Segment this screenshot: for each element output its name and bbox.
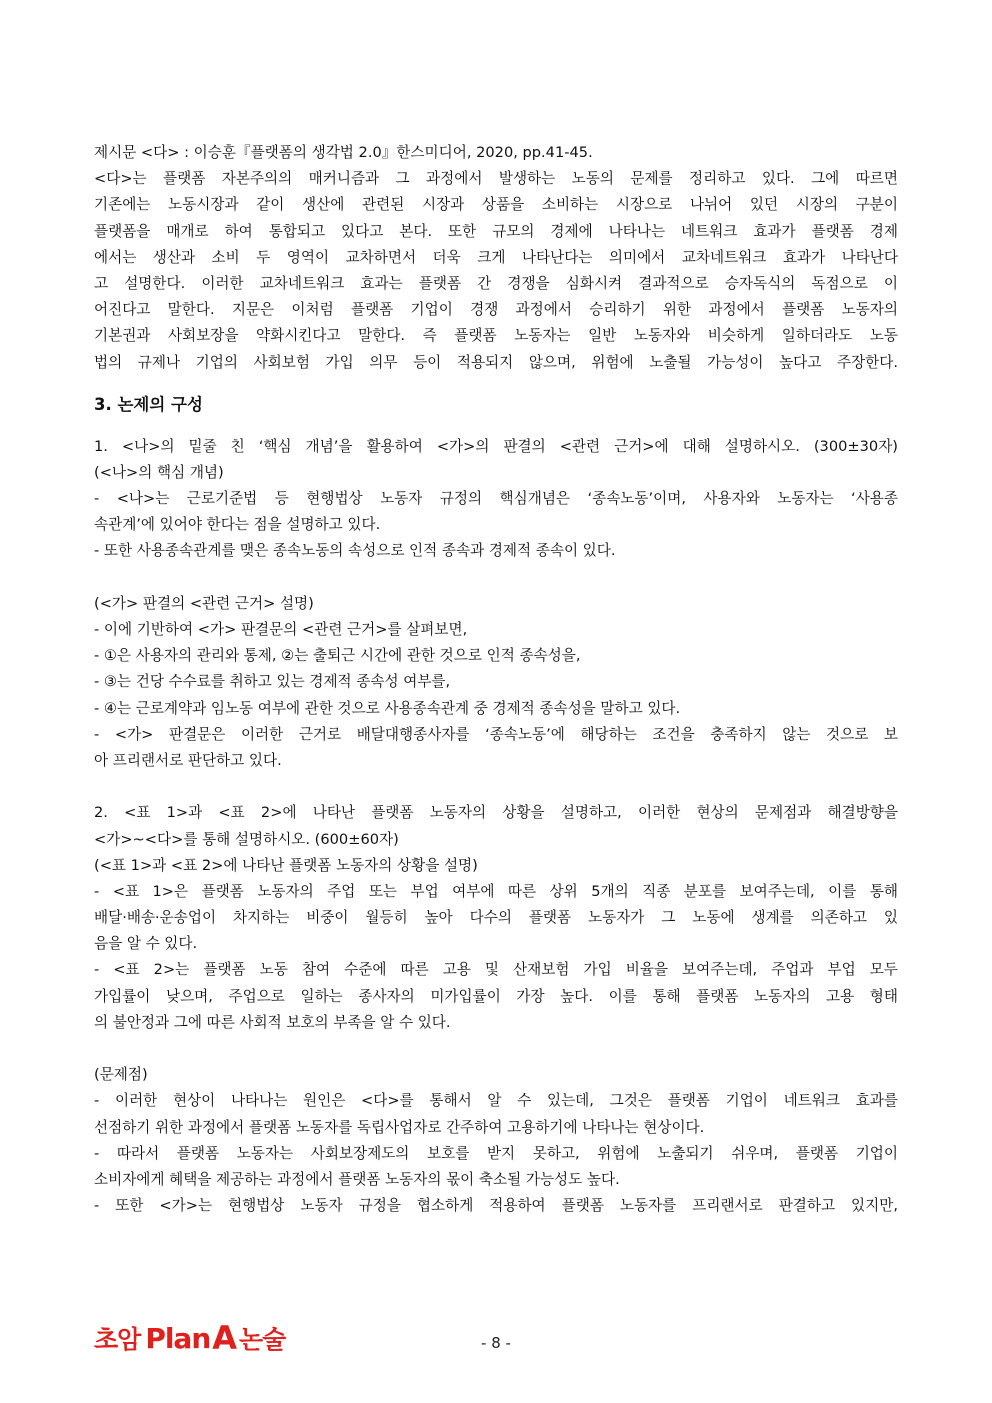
q1b-line: - ④는 근로계약과 임노동 여부에 관한 것으로 사용종속관계 중 경제적 종속성을 말하고 있다. — [94, 699, 681, 717]
intro-line: 에서는 생산과 소비 두 영역이 교차하면서 더욱 크게 나타난다는 의미에서 교차네트워크 효과가 나타난다 — [94, 248, 898, 266]
intro-line: 플랫폼을 매개로 하여 통합되고 있다고 본다. 또한 규모의 경제에 나타나는 네트워크 효과가 플랫폼 경제 — [94, 222, 898, 240]
question-1-basis-section — [94, 591, 898, 774]
q1b-line: - <가> 판결문은 이러한 근거로 배달대행종사자를 ‘종속노동’에 해당하는 조건을 충족하지 않는 것으로 보 — [94, 725, 898, 743]
document-body — [94, 140, 898, 1219]
q1-line: - <나>는 근로기준법 등 현행법상 노동자 규정의 핵심개념은 ‘종속노동’이며, 사용자와 노동자는 ‘사용종 — [94, 490, 898, 508]
problem-line: - 이러한 현상이 나타나는 원인은 <다>를 통해서 알 수 있는데, 그것은 플랫폼 기업이 네트워크 효과를 — [94, 1092, 898, 1110]
q2-line: 2. <표 1>과 <표 2>에 나타난 플랫폼 노동자의 상황을 설명하고, 이러한 현상의 문제점과 해결방향을 — [94, 804, 898, 822]
intro-line: 기본권과 사회보장을 약화시킨다고 말한다. 즉 플랫폼 노동자는 일반 노동자와 비슷하게 일하더라도 노동 — [94, 327, 898, 345]
logo-text-nonsul: 논술 — [239, 1325, 286, 1354]
intro-line: 제시문 <다> : 이승훈『플랫폼의 생각법 2.0』한스미디어, 2020, pp.41-45. — [94, 144, 593, 161]
question-2-section — [94, 800, 898, 1036]
blank-line — [94, 1036, 898, 1062]
q1b-line: 아 프리랜서로 판단하고 있다. — [94, 751, 282, 769]
page-number: - 8 - — [481, 1334, 511, 1352]
q1b-line: - ③는 건당 수수료를 취하고 있는 경제적 종속성 여부를, — [94, 673, 451, 691]
intro-line: <다>는 플랫폼 자본주의의 매커니즘과 그 과정에서 발생하는 노동의 문제를 정리하고 있다. 그에 따르면 — [94, 170, 898, 188]
logo-text-plan: Plan — [145, 1321, 211, 1355]
q2-line: <가>~<다>를 통해 설명하시오. (600±60자) — [94, 830, 399, 848]
intro-line: 법의 규제나 기업의 사회보험 가입 의무 등이 적용되지 않으며, 위험에 노출될 가능성이 높다고 주장한다. — [94, 353, 898, 371]
q1-line: 1. <나>의 밑줄 친 ‘핵심 개념’을 활용하여 <가>의 판결의 <관련 근거>에 대해 설명하시오. (300±30자) — [94, 437, 898, 455]
section-heading: 3. 논제의 구성 — [94, 394, 203, 414]
problem-line: - 따라서 플랫폼 노동자는 사회보장제도의 보호를 받지 못하고, 위험에 노출되기 쉬우며, 플랫폼 기업이 — [94, 1144, 898, 1162]
q1b-line: - 이에 기반하여 <가> 판결문의 <관련 근거>를 살펴보면, — [94, 621, 468, 638]
q1-line: (<나>의 핵심 개념) — [94, 463, 224, 481]
question-1-section — [94, 434, 898, 565]
blank-line — [94, 774, 898, 800]
problem-line: - 또한 <가>는 현행법상 노동자 규정을 협소하게 적용하여 플랫폼 노동자를 프리랜서로 판결하고 있지만, — [94, 1197, 898, 1215]
logo-text-choam: 초암 — [94, 1325, 141, 1354]
q2-line: 음을 알 수 있다. — [94, 935, 198, 953]
q1-line: - 또한 사용종속관계를 맺은 종속노동의 속성으로 인적 종속과 경제적 종속이 있다. — [94, 542, 616, 560]
q2-line: - <표 2>는 플랫폼 노동 참여 수준에 따른 고용 및 산재보험 가입 비율을 보여주는데, 주업과 부업 모두 — [94, 961, 898, 979]
logo-text-a: A — [212, 1319, 237, 1357]
q2-line: (<표 1>과 <표 2>에 나타난 플랫폼 노동자의 상황을 설명) — [94, 856, 478, 874]
intro-line: 어진다고 말한다. 지문은 이처럼 플랫폼 기업이 경쟁 과정에서 승리하기 위한 과정에서 플랫폼 노동자의 — [94, 301, 898, 319]
intro-line: 고 설명한다. 이러한 교차네트워크 효과는 플랫폼 간 경쟁을 심화시켜 결과적으로 승자독식의 독점으로 이 — [94, 274, 898, 292]
q2-line: - <표 1>은 플랫폼 노동자의 주업 또는 부업 여부에 따른 상위 5개의 직종 분포를 보여주는데, 이를 통해 — [94, 882, 898, 900]
intro-line: 기존에는 노동시장과 같이 생산에 관련된 시장과 상품을 소비하는 시장으로 나뉘어 있던 시장의 구분이 — [94, 196, 898, 214]
q1-line: 속관계’에 있어야 한다는 점을 설명하고 있다. — [94, 516, 381, 534]
problem-line: (문제점) — [94, 1066, 148, 1084]
q2-line: 배달·배송·운송업이 차지하는 비중이 월등히 높아 다수의 플랫폼 노동자가 그 노동에 생계를 의존하고 있 — [94, 909, 898, 927]
problem-section — [94, 1062, 898, 1219]
brand-logo — [94, 1318, 285, 1358]
q1b-line: - ①은 사용자의 관리와 통제, ②는 출퇴근 시간에 관한 것으로 인적 종속성을, — [94, 647, 581, 665]
q2-line: 의 불안정과 그에 따른 사회적 보호의 부족을 알 수 있다. — [94, 1013, 451, 1031]
intro-section — [94, 140, 898, 376]
problem-line: 소비자에게 혜택을 제공하는 과정에서 플랫폼 노동자의 몫이 축소될 가능성도 높다. — [94, 1170, 620, 1188]
q1b-line: (<가> 판결의 <관련 근거> 설명) — [94, 594, 314, 612]
q2-line: 가입률이 낮으며, 주업으로 일하는 종사자의 미가입률이 가장 높다. 이를 통해 플랫폼 노동자의 고용 형태 — [94, 987, 898, 1005]
blank-line — [94, 565, 898, 591]
problem-line: 선점하기 위한 과정에서 플랫폼 노동자를 독립사업자로 간주하여 고용하기에 나타나는 현상이다. — [94, 1118, 705, 1136]
